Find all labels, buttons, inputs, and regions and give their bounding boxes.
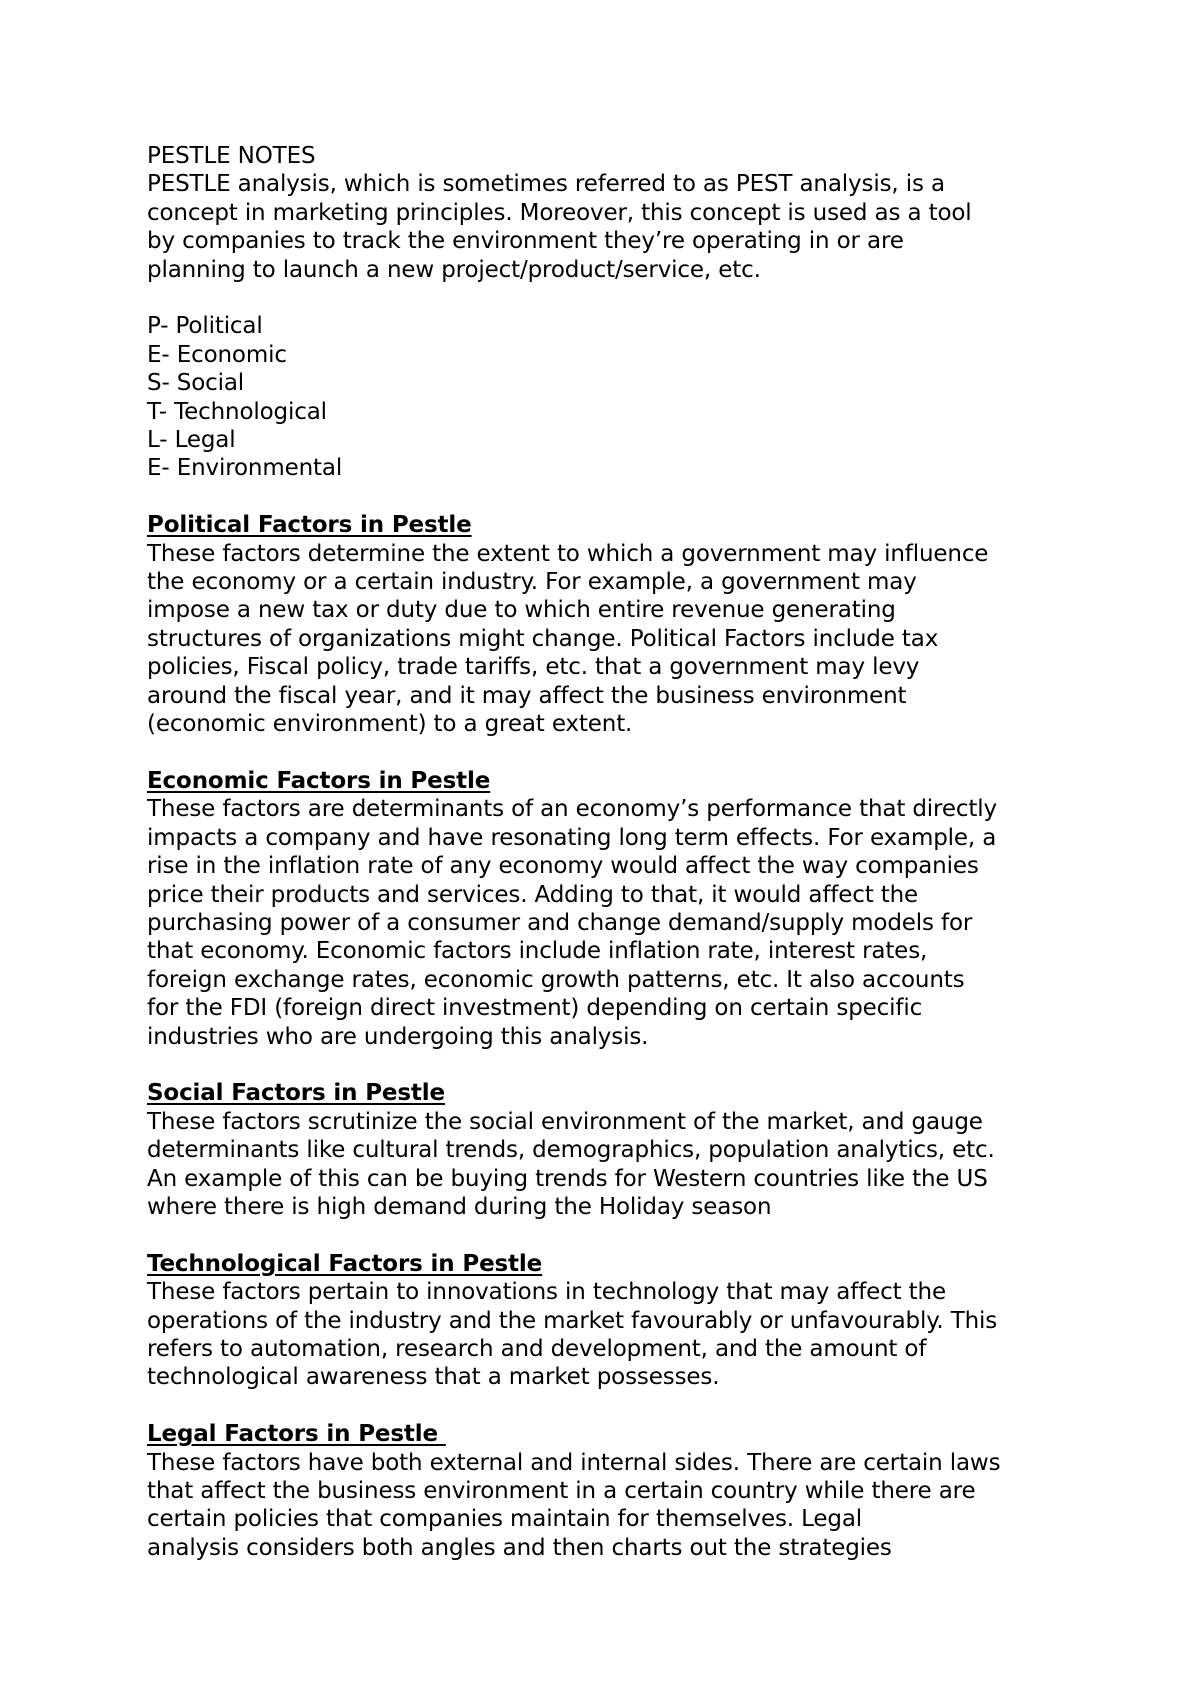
- section-line: that economy. Economic factors include inflation rate, interest rates,: [147, 938, 928, 965]
- section-economic: [147, 767, 1087, 1051]
- section-line: rise in the inflation rate of any economy would affect the way companies: [147, 853, 979, 880]
- spacer: [147, 1051, 1087, 1079]
- section-line: price their products and services. Adding to that, it would affect the: [147, 881, 919, 908]
- section-line: These factors are determinants of an economy’s performance that directly: [147, 796, 997, 823]
- intro-line: planning to launch a new project/product/service, etc.: [147, 256, 761, 283]
- section-line: These factors have both external and internal sides. There are certain laws: [147, 1449, 1001, 1476]
- section-line: purchasing power of a consumer and change demand/supply models for: [147, 909, 973, 936]
- section-line: These factors determine the extent to which a government may influence: [147, 540, 989, 567]
- acronym-item-technological: T- Technological: [147, 398, 327, 425]
- section-line: impose a new tax or duty due to which entire revenue generating: [147, 597, 896, 624]
- section-heading: Legal Factors in Pestle: [147, 1421, 446, 1448]
- section-line: industries who are undergoing this analysis.: [147, 1023, 649, 1050]
- spacer: [147, 483, 1087, 511]
- acronym-item-economic: E- Economic: [147, 341, 287, 368]
- section-technological: [147, 1250, 1087, 1392]
- section-social: [147, 1079, 1087, 1221]
- section-political: [147, 511, 1087, 738]
- spacer: [147, 284, 1087, 312]
- intro-line: concept in marketing principles. Moreover, this concept is used as a tool: [147, 199, 972, 226]
- section-line: around the fiscal year, and it may affect the business environment: [147, 682, 907, 709]
- section-line: These factors pertain to innovations in technology that may affect the: [147, 1279, 946, 1306]
- section-line: determinants like cultural trends, demographics, population analytics, etc.: [147, 1137, 995, 1164]
- intro-block: [147, 142, 1087, 284]
- section-legal: [147, 1420, 1087, 1562]
- document-title: PESTLE NOTES: [147, 143, 316, 169]
- acronym-list: [147, 312, 1087, 482]
- section-line: for the FDI (foreign direct investment) depending on certain specific: [147, 995, 923, 1022]
- section-line: technological awareness that a market possesses.: [147, 1364, 720, 1391]
- section-line: foreign exchange rates, economic growth patterns, etc. It also accounts: [147, 966, 965, 993]
- document-page: [147, 142, 1087, 1562]
- intro-line: by companies to track the environment they’re operating in or are: [147, 228, 904, 255]
- intro-line: PESTLE analysis, which is sometimes referred to as PEST analysis, is a: [147, 171, 945, 198]
- section-line: analysis considers both angles and then charts out the strategies: [147, 1534, 892, 1561]
- spacer: [147, 1221, 1087, 1249]
- section-line: where there is high demand during the Holiday season: [147, 1193, 772, 1220]
- acronym-item-social: S- Social: [147, 370, 245, 397]
- section-line: that affect the business environment in a certain country while there are: [147, 1478, 976, 1504]
- section-heading: Political Factors in Pestle: [147, 512, 472, 539]
- section-line: certain policies that companies maintain for themselves. Legal: [147, 1506, 862, 1533]
- acronym-item-political: P- Political: [147, 313, 263, 340]
- section-line: An example of this can be buying trends for Western countries like the US: [147, 1165, 988, 1192]
- section-line: structures of organizations might change. Political Factors include tax: [147, 625, 939, 652]
- spacer: [147, 1392, 1087, 1420]
- acronym-item-legal: L- Legal: [147, 427, 236, 454]
- section-line: These factors scrutinize the social environment of the market, and gauge: [147, 1108, 983, 1135]
- section-line: policies, Fiscal policy, trade tariffs, etc. that a government may levy: [147, 654, 920, 681]
- section-heading: Economic Factors in Pestle: [147, 767, 491, 794]
- section-line: (economic environment) to a great extent.: [147, 711, 633, 738]
- acronym-item-environmental: E- Environmental: [147, 455, 343, 482]
- section-line: refers to automation, research and development, and the amount of: [147, 1335, 927, 1362]
- section-line: operations of the industry and the market favourably or unfavourably. This: [147, 1307, 998, 1334]
- section-line: impacts a company and have resonating long term effects. For example, a: [147, 824, 997, 851]
- section-line: the economy or a certain industry. For example, a government may: [147, 569, 917, 596]
- section-heading: Social Factors in Pestle: [147, 1080, 445, 1107]
- spacer: [147, 739, 1087, 767]
- section-heading: Technological Factors in Pestle: [147, 1250, 543, 1277]
